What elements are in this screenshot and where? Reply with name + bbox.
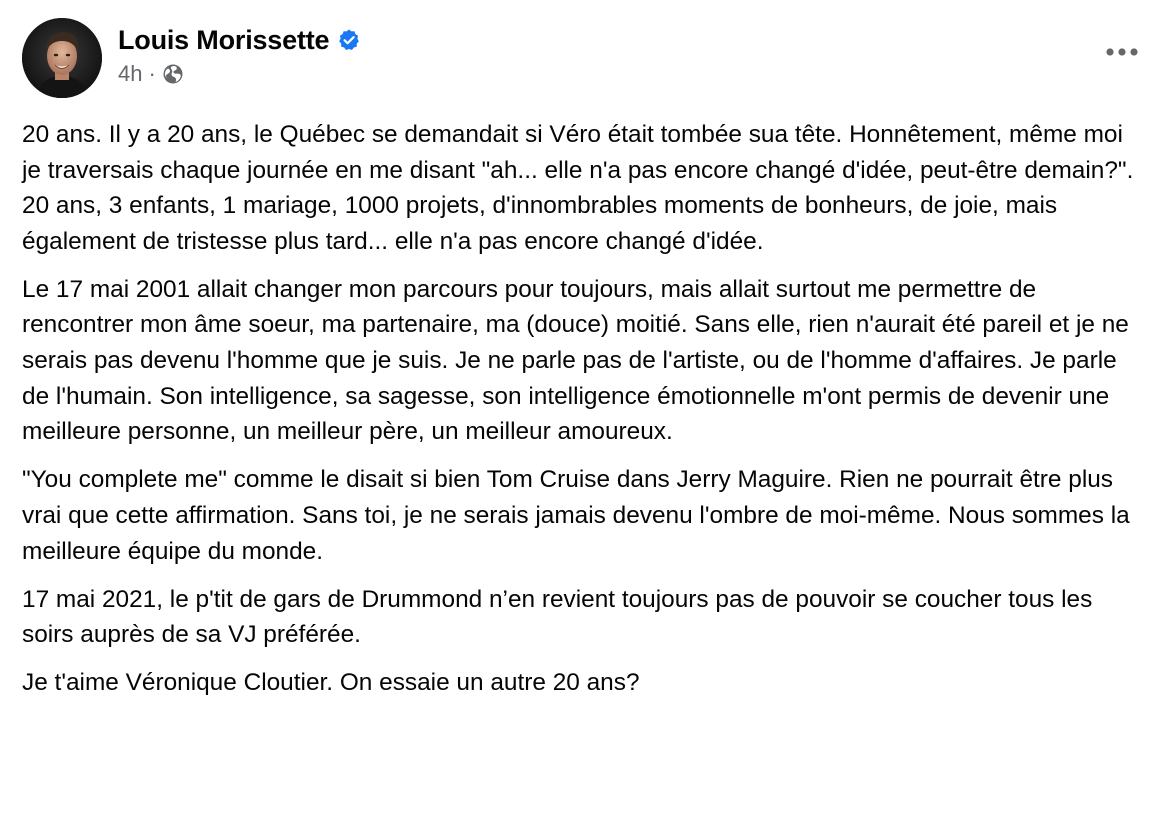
author-name[interactable]: Louis Morissette (118, 24, 330, 55)
post-timestamp[interactable]: 4h (118, 61, 143, 86)
post-paragraph-3: "You complete me" comme le disait si bien Tom Cruise dans Jerry Maguire. Rien ne pourrait être plus vrai que cette affirmation. Sans toi, je ne serais jamais devenu l'ombre de moi-même. Nous sommes la meilleure équipe du monde. (22, 466, 1130, 565)
post-paragraph-4: 17 mai 2021, le p'tit de gars de Drummond n’en revient toujours pas de pouvoir se coucher tous les soirs auprès de sa VJ préférée. (22, 585, 1093, 649)
post-paragraph-5: Je t'aime Véronique Cloutier. On essaie un autre 20 ans? (22, 669, 640, 697)
avatar[interactable] (22, 18, 102, 98)
post-body (22, 117, 1147, 713)
post-paragraph-1: 20 ans. Il y a 20 ans, le Québec se demandait si Véro était tombée sua tête. Honnêtement, même moi je traversais chaque journée en me disant "ah... elle n'a pas encore changé d'idée, peut-être demain?". 20 ans, 3 enfants, 1 mariage, 1000 projets, d'innombrables moments de bonheurs, de joie, mais également de tristesse plus tard... elle n'a pas encore changé d'idée. (22, 121, 1134, 255)
post-header (22, 18, 1142, 98)
verified-badge-icon (337, 28, 361, 52)
post-meta (118, 59, 184, 89)
avatar-image (22, 18, 102, 98)
post-paragraph-2: Le 17 mai 2001 allait changer mon parcours pour toujours, mais allait surtout me permettre de rencontrer mon âme soeur, ma partenaire, ma (douce) moitié. Sans elle, rien n'aurait été pareil et je ne serais pas devenu l'homme que je suis. Je ne parle pas de l'artiste, ou de l'homme d'affaires. Je parle de l'humain. Son intelligence, sa sagesse, son intelligence émotionnelle m'ont permis de devenir une meilleure personne, un meilleur père, un meilleur amoureux. (22, 275, 1129, 446)
more-options-icon (1105, 47, 1139, 57)
globe-icon[interactable] (162, 63, 184, 85)
more-options-button[interactable] (1102, 40, 1142, 64)
author-line (118, 21, 361, 59)
meta-separator: · (148, 61, 156, 86)
